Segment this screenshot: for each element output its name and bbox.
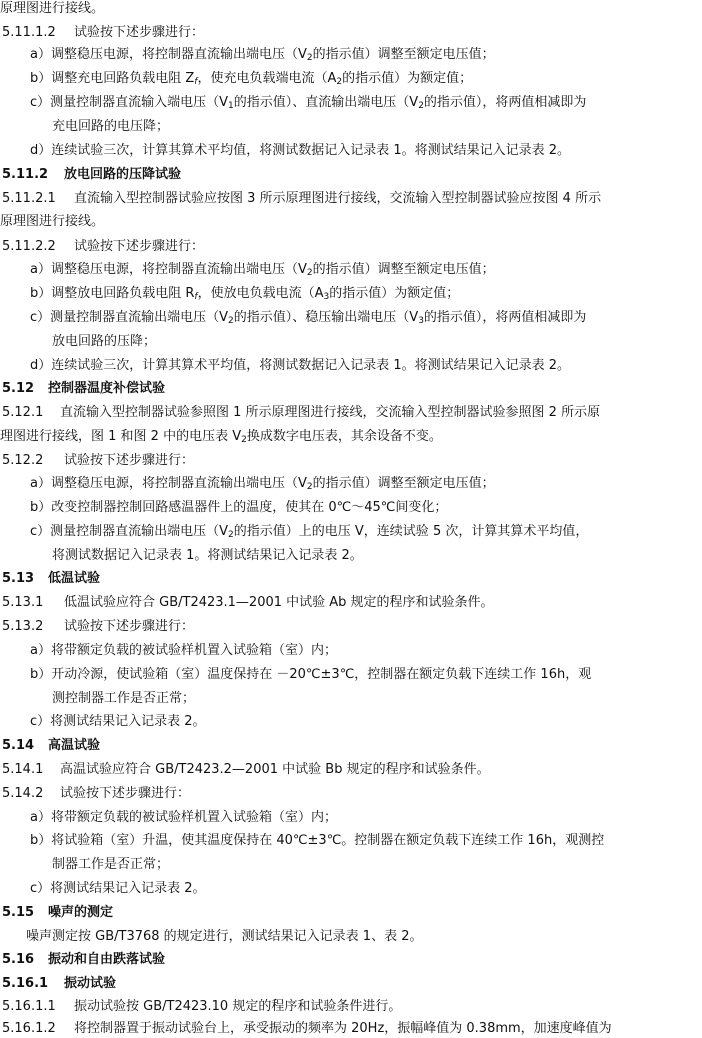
section-heading: 5.13 低温试验	[2, 571, 101, 586]
list-item: b）改变控制器控制回路感温器件上的温度，使其在 0℃～45℃间变化；	[30, 500, 448, 515]
clause-paragraph: 5.16.1.2 将控制器置于振动试验台上，承受振动的频率为 20Hz，振幅峰值为 0.38mm，加速度峰值为	[2, 1021, 612, 1036]
clause-paragraph: 5.12.1 直流输入型控制器试验参照图 1 所示原理图进行接线，交流输入型控制器试验参照图 2 所示原	[2, 405, 601, 420]
paragraph-line: 理图进行接线，图 1 和图 2 中的电压表 $V_2$换成数字电压表，其余设备不变。	[0, 429, 442, 445]
clause-paragraph: 5.11.2.1 直流输入型控制器试验应按图 3 所示原理图进行接线，交流输入型控制器试验应按图 4 所示	[2, 191, 602, 206]
list-item-continuation: 测控制器工作是否正常；	[52, 691, 196, 706]
list-item: c）将测试结果记入记录表 2。	[30, 881, 206, 896]
section-heading: 5.14 高温试验	[2, 738, 101, 753]
paragraph-line: 原理图进行接线。	[0, 1, 105, 16]
section-heading: 5.16 振动和自由跌落试验	[2, 952, 166, 967]
list-item: b）调整放电回路负载电阻 $R_f$，使放电负载电流（$A_3$的指示值）为额定值；	[30, 286, 460, 302]
list-item: d）连续试验三次，计算其算术平均值，将测试数据记入记录表 1。将测试结果记入记录表 2。	[30, 143, 571, 158]
list-item: b）调整充电回路负载电阻 $Z_f$，使充电负载端电流（$A_2$的指示值）为额定值；	[30, 71, 473, 87]
clause-paragraph: 5.14.1 高温试验应符合 GB/T2423.2—2001 中试验 Bb 规定的程序和试验条件。	[2, 762, 490, 777]
clause-heading: 5.11.2.2 试验按下述步骤进行：	[2, 239, 205, 254]
list-item: a）将带额定负载的被试验样机置入试验箱（室）内；	[30, 810, 337, 825]
list-item: c）测量控制器直流输入端电压（$V_1$的指示值）、直流输出端电压（$V_2$的指示值），将两值相减即为	[30, 95, 587, 111]
section-heading: 5.11.2 放电回路的压降试验	[2, 167, 182, 182]
list-item: c）测量控制器直流输出端电压（$V_2$的指示值）上的电压 V，连续试验 5 次，计算其算术平均值，	[30, 524, 589, 540]
list-item: b）开动冷源，使试验箱（室）温度保持在 －20℃±3℃，控制器在额定负载下连续工作 16h，观	[30, 667, 592, 682]
section-heading: 5.12 控制器温度补偿试验	[2, 381, 166, 396]
list-item: c）将测试结果记入记录表 2。	[30, 714, 206, 729]
list-item: c）测量控制器直流输出端电压（$V_2$的指示值）、稳压输出端电压（$V_3$的指示值），将两值相减即为	[30, 310, 587, 326]
list-item: a）调整稳压电源，将控制器直流输出端电压（$V_2$的指示值）调整至额定电压值；	[30, 476, 495, 492]
clause-paragraph: 5.13.1 低温试验应符合 GB/T2423.1—2001 中试验 Ab 规定的程序和试验条件。	[2, 595, 494, 610]
list-item: a）调整稳压电源，将控制器直流输出端电压（$V_2$的指示值）调整至额定电压值；	[30, 262, 495, 278]
list-item: a）调整稳压电源，将控制器直流输出端电压（$V_2$的指示值）调整至额定电压值；	[30, 47, 495, 63]
clause-heading: 5.12.2 试验按下述步骤进行：	[2, 453, 195, 468]
clause-heading: 5.14.2 试验按下述步骤进行：	[2, 786, 191, 801]
list-item: d）连续试验三次，计算其算术平均值，将测试数据记入记录表 1。将测试结果记入记录表 2。	[30, 358, 571, 373]
paragraph-line: 噪声测定按 GB/T3768 的规定进行，测试结果记入记录表 1、表 2。	[26, 929, 423, 944]
list-item: b）将试验箱（室）升温，使其温度保持在 40℃±3℃。控制器在额定负载下连续工作 16h，观测控	[30, 833, 605, 848]
paragraph-line: 原理图进行接线。	[0, 214, 105, 229]
list-item-continuation: 制器工作是否正常；	[52, 857, 170, 872]
clause-heading: 5.11.1.2 试验按下述步骤进行：	[2, 25, 205, 40]
section-heading: 5.16.1 振动试验	[2, 976, 117, 991]
list-item-continuation: 将测试数据记入记录表 1。将测试结果记入记录表 2。	[52, 548, 363, 563]
list-item-continuation: 放电回路的压降；	[52, 334, 157, 349]
clause-heading: 5.13.2 试验按下述步骤进行：	[2, 619, 195, 634]
list-item-continuation: 充电回路的电压降；	[52, 119, 170, 134]
list-item: a）将带额定负载的被试验样机置入试验箱（室）内；	[30, 643, 337, 658]
clause-paragraph: 5.16.1.1 振动试验按 GB/T2423.10 规定的程序和试验条件进行。	[2, 999, 402, 1014]
section-heading: 5.15 噪声的测定	[2, 905, 114, 920]
